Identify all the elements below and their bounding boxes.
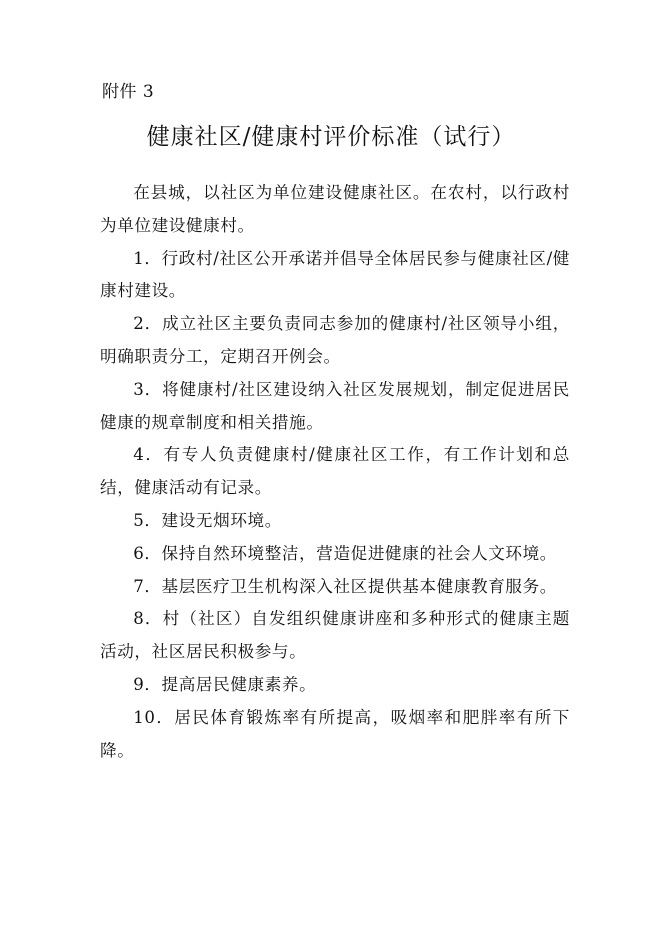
criterion-item-8: 8．村（社区）自发组织健康讲座和多种形式的健康主题活动，社区居民积极参与。 <box>100 609 570 662</box>
document-title: 健康社区/健康村评价标准（试行） <box>146 124 516 150</box>
criterion-item-9: 9．提高居民健康素养。 <box>133 674 317 694</box>
criterion-item-6: 6．保持自然环境整洁，营造促进健康的社会人文环境。 <box>133 543 557 563</box>
criterion-item-2: 2．成立社区主要负责同志参加的健康村/社区领导小组，明确职责分工，定期召开例会。 <box>100 314 570 366</box>
criterion-item-4: 4．有专人负责健康村/健康社区工作，有工作计划和总结，健康活动有记录。 <box>100 445 570 498</box>
criterion-item-5: 5．建设无烟环境。 <box>133 510 282 530</box>
criterion-item-7: 7．基层医疗卫生机构深入社区提供基本健康教育服务。 <box>133 576 557 596</box>
criterion-item-3: 3．将健康村/社区建设纳入社区发展规划，制定促进居民健康的规章制度和相关措施。 <box>100 379 570 432</box>
attachment-label: 附件 3 <box>102 82 155 102</box>
document-body <box>100 177 570 767</box>
criterion-item-10: 10．居民体育锻炼率有所提高，吸烟率和肥胖率有所下降。 <box>100 707 570 760</box>
intro-paragraph: 在县城，以社区为单位建设健康社区。在农村，以行政村为单位建设健康村。 <box>100 183 570 235</box>
criterion-item-1: 1．行政村/社区公开承诺并倡导全体居民参与健康社区/健康村建设。 <box>100 248 570 301</box>
